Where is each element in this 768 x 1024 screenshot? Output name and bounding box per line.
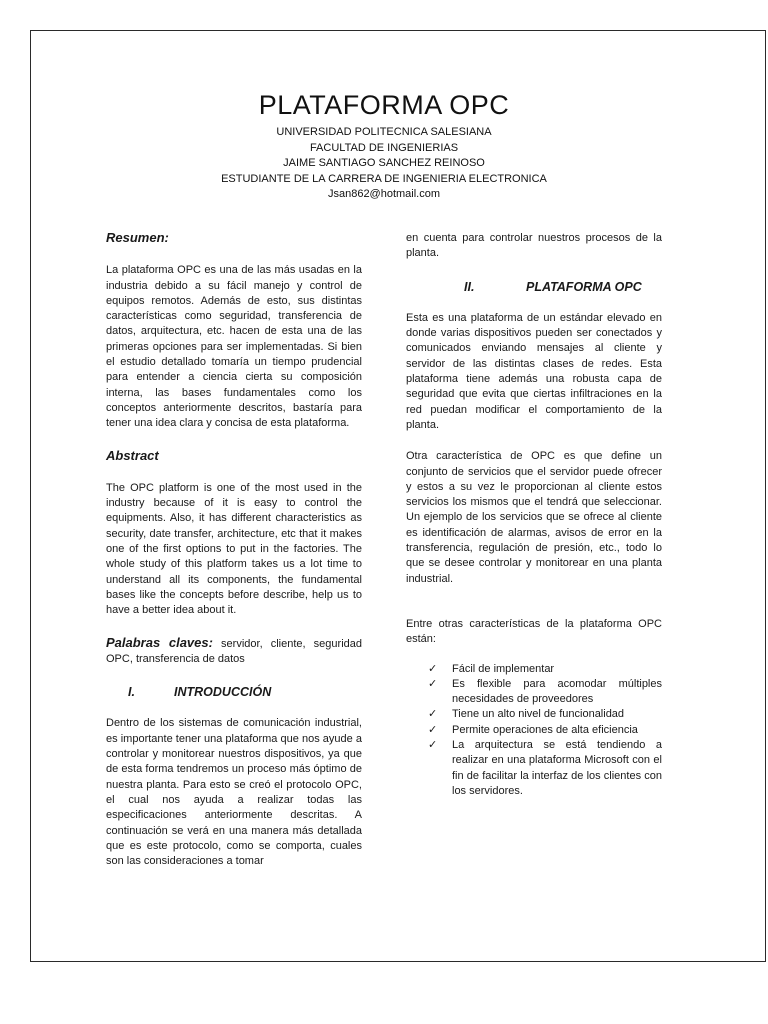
- section-title: PLATAFORMA OPC: [526, 279, 642, 294]
- keywords: [106, 635, 362, 668]
- checkmark-icon: ✓: [428, 662, 438, 675]
- list-item: ✓ Fácil de implementar: [428, 662, 662, 677]
- section-number: I.: [128, 685, 135, 700]
- section-number: II.: [464, 279, 475, 294]
- plataforma-paragraph-3: Entre otras características de la plataforma OPC están:: [406, 617, 662, 646]
- author-name: JAIME SANTIAGO SANCHEZ REINOSO: [283, 157, 485, 169]
- checkmark-icon: ✓: [428, 739, 438, 752]
- author-email: Jsan862@hotmail.com: [327, 188, 441, 200]
- faculty-line: FACULTAD DE INGENIERIAS: [309, 141, 459, 154]
- keywords-label: Palabras claves:: [106, 634, 213, 650]
- resumen-text: La plataforma OPC es una de las más usadas en la industria debido a su fácil manejo y control de equipos remotos. Además de esto, sus distintas características como seguridad, transferencia de datos, arquitectura, etc. hacen de esta una de las primeras opciones para ser implementadas. Si bien el estudio detallado tomaría un tiempo prudencial para entender a ciencia cierta su composición interna, las bases fundamentales como los conceptos anteriormente descritos, bastaría para tener una idea clara y concisa de esta plataforma.: [106, 264, 362, 430]
- resumen-heading: Resumen:: [106, 230, 169, 245]
- list-item: ✓ Es flexible para acomodar múltiples necesidades de proveedores: [428, 677, 662, 708]
- intro-text: Dentro de los sistemas de comunicación industrial, es importante tener una plataforma que nos ayude a controlar y monitorear nuestros dispositivos, ya que de esta forma tendremos un proceso más óptimo de nuestra planta. Para esto se creó el protocolo OPC, el cual nos ayuda a realizar todas las especificaciones anteriormente descritas. A continuación se verá en una manera más detallada que es este protocolo, como se comporta, cuales son las consideraciones a tomar: [106, 717, 362, 868]
- list-item: ✓ Permite operaciones de alta eficiencia: [428, 723, 662, 738]
- checkmark-icon: ✓: [428, 723, 438, 736]
- list-item: ✓ La arquitectura se está tendiendo a realizar en una plataforma Microsoft con el fin de facilitar la interfaz de los clientes con los servidores.: [428, 738, 662, 799]
- feature-list: [428, 662, 662, 800]
- left-column: [106, 230, 362, 885]
- university-line: UNIVERSIDAD POLITECNICA SALESIANA: [276, 126, 492, 138]
- abstract-text: The OPC platform is one of the most used in the industry because of it is easy to control the equipments. Also, it has different characteristics as security, date transfer, architecture, etc that it makes one of the first options to put in the factories. The whole study of this platform takes us a lot time to understand all its components, the fundamental bases like the concepts before describe, help us to have a better idea about it.: [106, 481, 362, 617]
- abstract-heading: Abstract: [106, 447, 159, 463]
- plataforma-paragraph-1: Esta es una plataforma de un estándar elevado en donde varias dispositivos pueden ser conectados y comunicados enviando mensajes al cliente y servidor de las distintas clases de redes. Esta plataforma tiene además una robusta capa de seguridad que evita que ciertas infiltraciones en la red puedan modificar el comportamiento de la planta.: [406, 311, 662, 431]
- checkmark-icon: ✓: [428, 708, 438, 721]
- checkmark-icon: ✓: [428, 677, 438, 690]
- author-role: ESTUDIANTE DE LA CARRERA DE INGENIERIA ELECTRONICA: [221, 172, 547, 185]
- right-column: [406, 231, 662, 799]
- paper-header: [0, 90, 768, 203]
- plataforma-paragraph-2: Otra característica de OPC es que define un conjunto de servicios que el servidor puede ofrecer y estos a su vez le proporcionan al cliente estos servicios los mismos que el tendrá que seleccionar. Un ejemplo de los servicios que se ofrece al cliente es identificación de alarmas, avisos de error en la transferencia, regulación de presión, etc., todo lo que se desee controlar y monitorear en una planta industrial.: [406, 450, 662, 585]
- paper-title: PLATAFORMA OPC: [258, 90, 510, 120]
- keywords-text: servidor, cliente, seguridad OPC, transferencia de datos: [106, 637, 362, 665]
- section-heading-plataforma: [406, 280, 662, 295]
- intro-continuation: en cuenta para controlar nuestros procesos de la planta.: [406, 232, 662, 260]
- list-item: ✓ Tiene un alto nivel de funcionalidad: [428, 707, 662, 722]
- section-title: INTRODUCCIÓN: [174, 685, 272, 700]
- section-heading-intro: [106, 685, 362, 700]
